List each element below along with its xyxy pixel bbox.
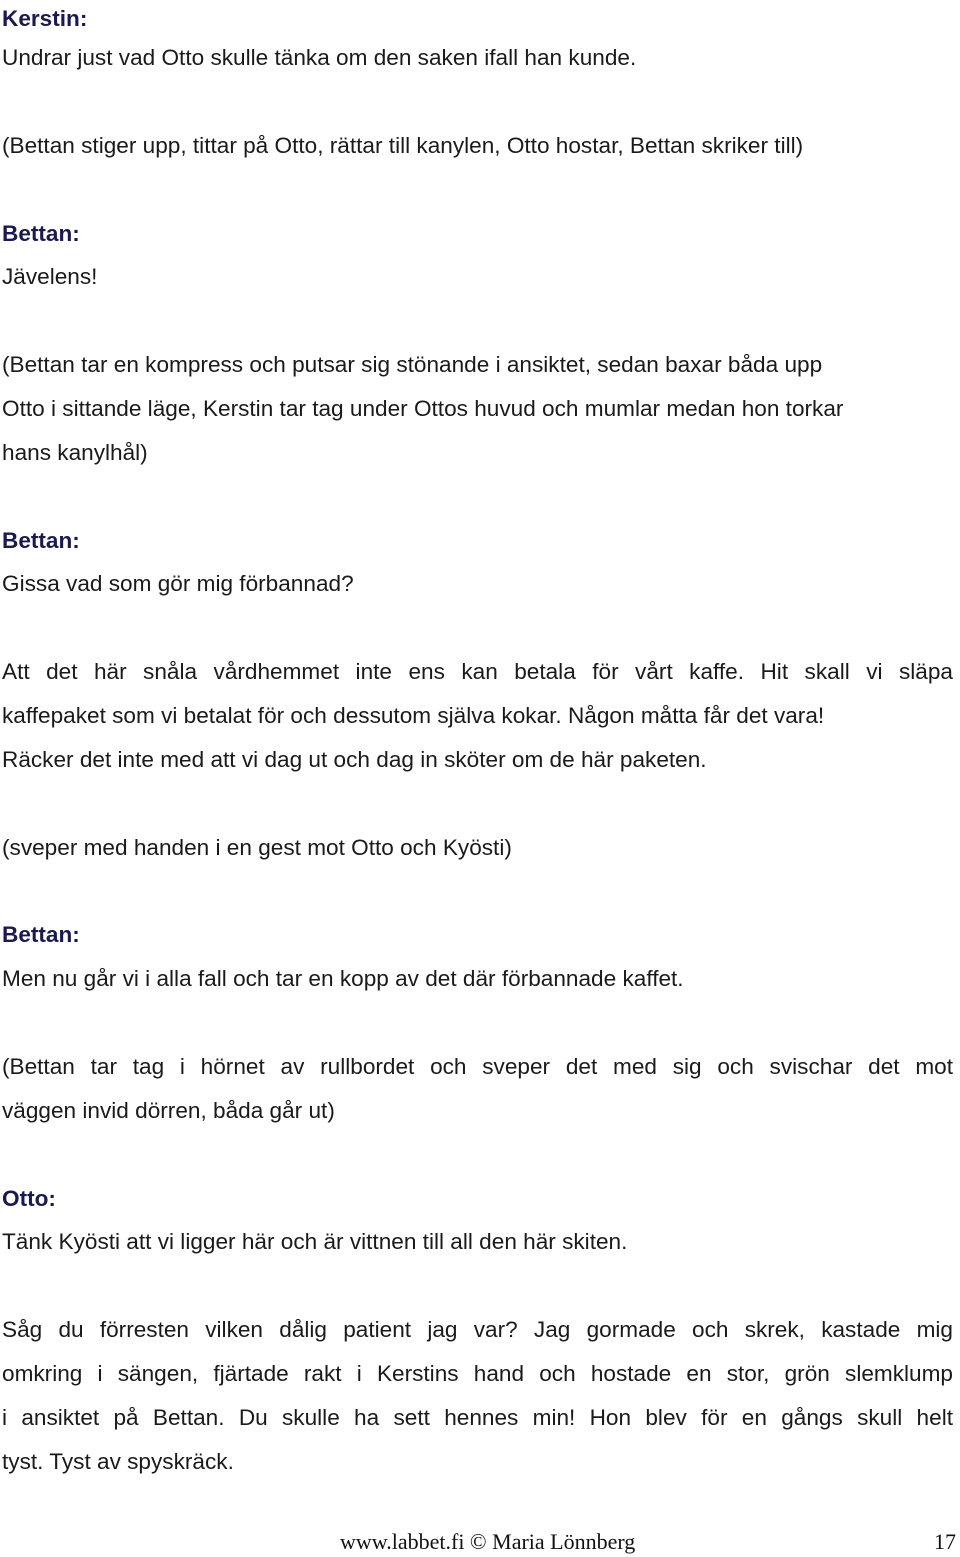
speaker-otto: Otto: [2,1186,56,1211]
dialogue-line: Att det här snåla vårdhemmet inte ens kan betala för vårt kaffe. Hit skall vi släpa [2,659,953,684]
dialogue-line: Tänk Kyösti att vi ligger här och är vittnen till all den här skiten. [2,1229,628,1254]
dialogue-line: Undrar just vad Otto skulle tänka om den saken ifall han kunde. [2,45,637,70]
stage-direction: (Bettan tar tag i hörnet av rullbordet och sveper det med sig och svischar det mot [2,1054,953,1079]
speaker-kerstin: Kerstin: [2,6,88,31]
stage-direction: (Bettan tar en kompress och putsar sig stönande i ansiktet, sedan baxar båda upp [2,352,823,377]
footer-credit: www.labbet.fi © Maria Lönnberg [340,1529,636,1554]
stage-direction: hans kanylhål) [2,440,148,465]
dialogue-line: kaffepaket som vi betalat för och dessutom själva kokar. Någon måtta får det vara! [2,703,825,728]
dialogue-line: i ansiktet på Bettan. Du skulle ha sett hennes min! Hon blev för en gångs skull helt [2,1405,953,1430]
stage-direction: Otto i sittande läge, Kerstin tar tag under Ottos huvud och mumlar medan hon torkar [2,396,844,421]
stage-direction: (sveper med handen i en gest mot Otto och Kyösti) [2,835,512,860]
dialogue-line: tyst. Tyst av spyskräck. [2,1449,234,1474]
speaker-bettan: Bettan: [2,221,80,246]
dialogue-line: Men nu går vi i alla fall och tar en kopp av det där förbannade kaffet. [2,966,684,991]
speaker-bettan: Bettan: [2,528,80,553]
page-number: 17 [934,1529,956,1554]
dialogue-line: Jävelens! [2,264,98,289]
dialogue-line: Såg du förresten vilken dålig patient jag var? Jag gormade och skrek, kastade mig [2,1317,953,1342]
stage-direction: väggen invid dörren, båda går ut) [2,1098,335,1123]
dialogue-line: Räcker det inte med att vi dag ut och dag in sköter om de här paketen. [2,747,707,772]
speaker-bettan: Bettan: [2,922,80,947]
dialogue-line: Gissa vad som gör mig förbannad? [2,571,354,596]
stage-direction: (Bettan stiger upp, tittar på Otto, rättar till kanylen, Otto hostar, Bettan skriker till) [2,133,804,158]
dialogue-line: omkring i sängen, fjärtade rakt i Kerstins hand och hostade en stor, grön slemklump [2,1361,953,1386]
